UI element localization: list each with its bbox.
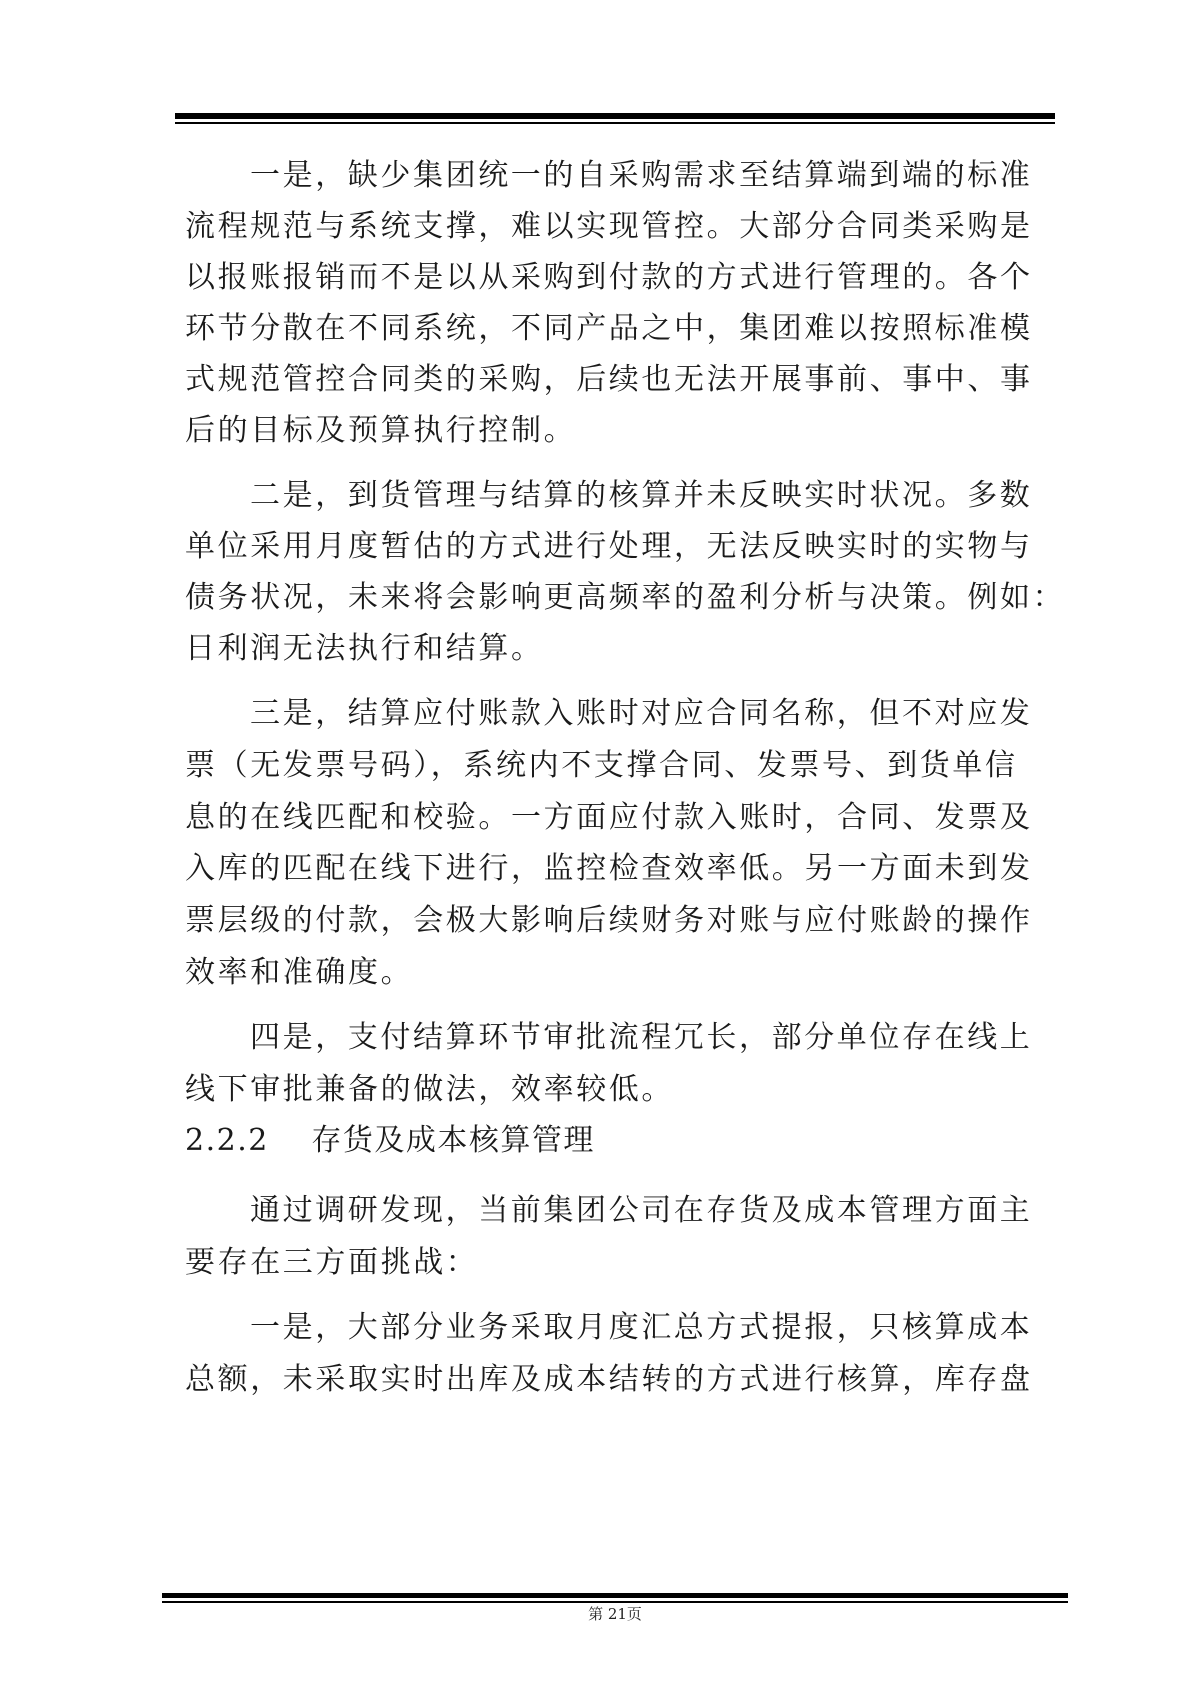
- footer-rule-thick: [162, 1593, 1068, 1598]
- p3-line-2: 票（无发票号码），系统内不支撑合同、发票号、到货单信: [185, 748, 1018, 783]
- p1-line-6: 后的目标及预算执行控制。: [185, 413, 577, 448]
- footer-rule-thin: [162, 1601, 1068, 1603]
- header-rule-thick: [175, 113, 1055, 119]
- p1-line-3: 以报账报销而不是以从采购到付款的方式进行管理的。各个: [185, 260, 1033, 295]
- p1-line-1: 一是，缺少集团统一的自采购需求至结算端到端的标准: [250, 158, 1033, 193]
- p2-line-1: 二是，到货管理与结算的核算并未反映实时状况。多数: [250, 478, 1033, 513]
- header-rule-thin: [175, 122, 1055, 124]
- p5-line-1: 通过调研发现，当前集团公司在存货及成本管理方面主: [250, 1193, 1033, 1228]
- p2-line-4: 日利润无法执行和结算。: [185, 631, 544, 666]
- p3-line-4: 入库的匹配在线下进行，监控检查效率低。另一方面未到发: [185, 851, 1033, 886]
- p3-line-5: 票层级的付款，会极大影响后续财务对账与应付账龄的操作: [185, 903, 1033, 938]
- p2-line-2: 单位采用月度暂估的方式进行处理，无法反映实时的实物与: [185, 529, 1033, 564]
- p6-line-2: 总额，未采取实时出库及成本结转的方式进行核算，库存盘: [185, 1362, 1033, 1397]
- p5-line-2: 要存在三方面挑战：: [185, 1245, 479, 1280]
- page-number: 第 21页: [588, 1605, 642, 1623]
- p4-line-1: 四是，支付结算环节审批流程冗长，部分单位存在线上: [250, 1020, 1033, 1055]
- p1-line-5: 式规范管控合同类的采购，后续也无法开展事前、事中、事: [185, 362, 1033, 397]
- p6-line-1: 一是，大部分业务采取月度汇总方式提报，只核算成本: [250, 1310, 1033, 1345]
- p2-line-3: 债务状况，未来将会影响更高频率的盈利分析与决策。例如：: [185, 580, 1066, 615]
- p1-line-4: 环节分散在不同系统，不同产品之中，集团难以按照标准模: [185, 311, 1033, 346]
- section-heading: 2.2.2 存货及成本核算管理: [185, 1123, 595, 1158]
- p3-line-3: 息的在线匹配和校验。一方面应付款入账时，合同、发票及: [185, 800, 1033, 835]
- p1-line-2: 流程规范与系统支撑，难以实现管控。大部分合同类采购是: [185, 209, 1033, 244]
- p3-line-6: 效率和准确度。: [185, 955, 414, 990]
- p4-line-2: 线下审批兼备的做法，效率较低。: [185, 1072, 674, 1107]
- p3-line-1: 三是，结算应付账款入账时对应合同名称，但不对应发: [250, 696, 1033, 731]
